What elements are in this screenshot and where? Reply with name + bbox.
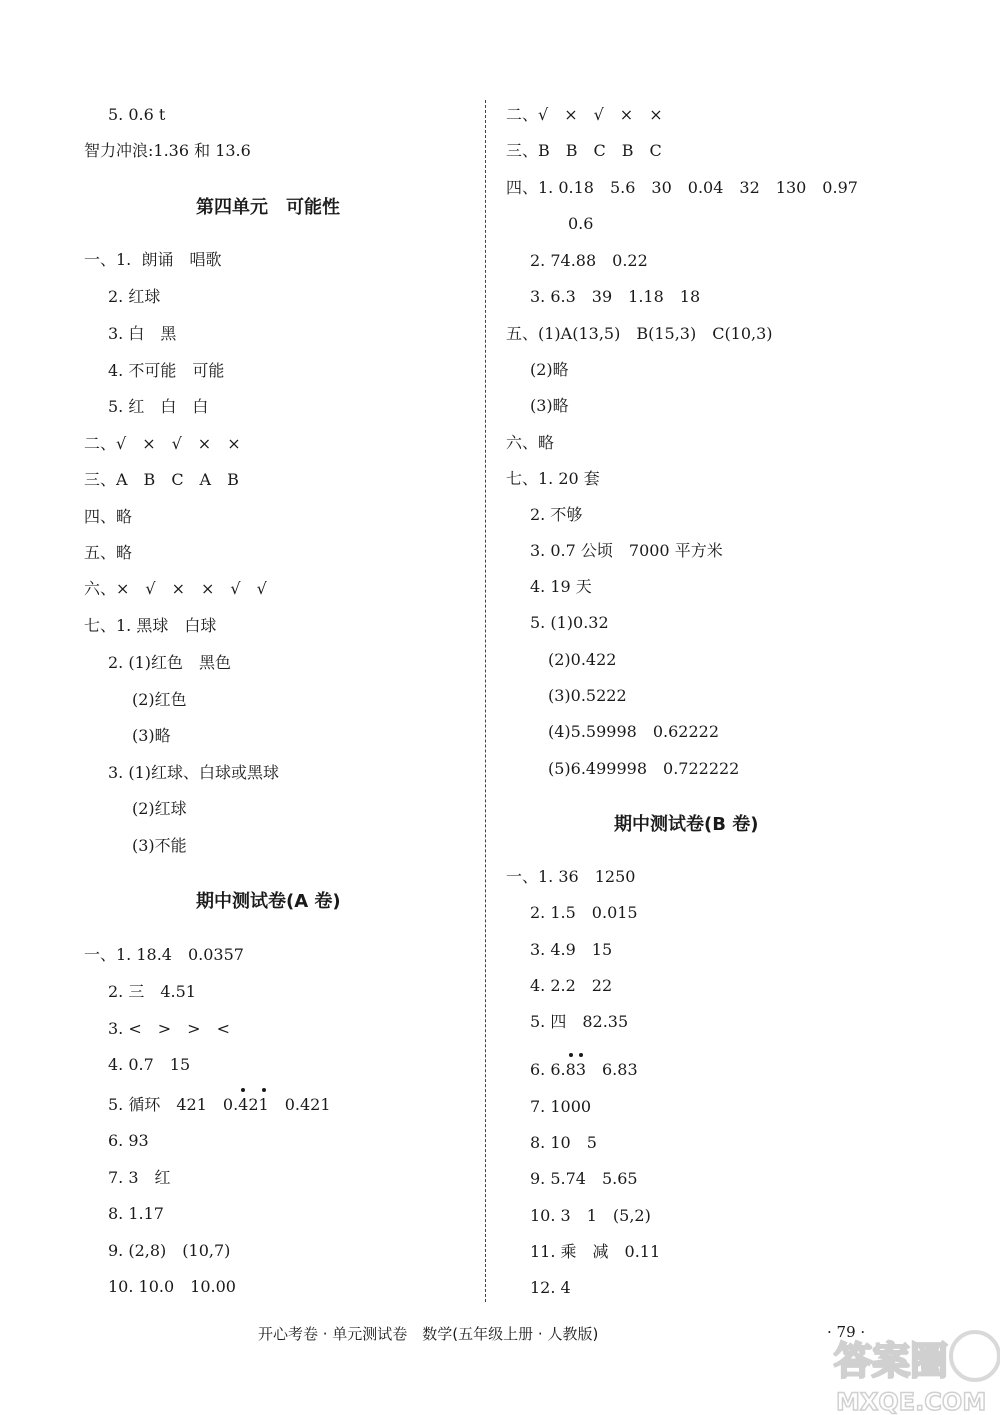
answer-line: 五、(1)A(13,5) B(15,3) C(10,3) bbox=[506, 324, 773, 343]
section-heading: 期中测试卷(A 卷) bbox=[196, 891, 341, 912]
answer-line: 7. 1000 bbox=[530, 1097, 592, 1116]
answer-line: (2)红色 bbox=[132, 690, 187, 709]
answer-line: (5)6.499998 0.722222 bbox=[548, 759, 740, 778]
section-heading: 第四单元 可能性 bbox=[196, 197, 340, 218]
answer-line: 三、B B C B C bbox=[506, 141, 662, 160]
answer-line: 8. 1.17 bbox=[108, 1204, 164, 1223]
answer-line: 七、1. 20 套 bbox=[506, 469, 600, 488]
answer-line: 3. 白 黑 bbox=[108, 324, 177, 343]
answer-line: 4. 0.7 15 bbox=[108, 1055, 191, 1074]
repeating-digit: 3 bbox=[575, 1060, 586, 1079]
answer-line-repeating-decimal bbox=[530, 1059, 638, 1081]
answer-line: 6. 93 bbox=[108, 1131, 149, 1150]
answer-line: 六、略 bbox=[506, 433, 555, 452]
page-number: · 79 · bbox=[827, 1323, 866, 1341]
answer-line: 七、1. 黑球 白球 bbox=[84, 616, 217, 635]
answer-line: 2. 三 4.51 bbox=[108, 982, 196, 1001]
answer-text: 0.421 bbox=[268, 1095, 331, 1114]
answer-line: 2. 不够 bbox=[530, 505, 583, 524]
answer-line-repeating-decimal bbox=[108, 1094, 331, 1116]
answer-line: (2)0.422 bbox=[548, 650, 617, 669]
answer-line: 4. 19 天 bbox=[530, 577, 592, 596]
repeating-digit: 8 bbox=[565, 1060, 576, 1079]
answer-line: 7. 3 红 bbox=[108, 1168, 171, 1187]
answer-line: 9. 5.74 5.65 bbox=[530, 1169, 638, 1188]
repeating-digit: 4 bbox=[238, 1095, 249, 1114]
answer-line: 三、A B C A B bbox=[84, 470, 239, 489]
answer-line: 2. (1)红色 黑色 bbox=[108, 653, 232, 672]
answer-line: 9. (2,8) (10,7) bbox=[108, 1241, 231, 1260]
watermark-text-bottom: MXQE.COM bbox=[836, 1388, 987, 1415]
answer-line: 5. 红 白 白 bbox=[108, 397, 209, 416]
answer-line: 一、1. 36 1250 bbox=[506, 867, 636, 886]
answer-line: 二、√ × √ × × bbox=[506, 105, 663, 124]
answer-line: 10. 3 1 (5,2) bbox=[530, 1206, 651, 1225]
answer-line: (4)5.59998 0.62222 bbox=[548, 722, 719, 741]
answer-line: (3)略 bbox=[530, 396, 569, 415]
answer-line: 3. < > > < bbox=[108, 1019, 230, 1038]
answer-line: 六、× √ × × √ √ bbox=[84, 579, 267, 598]
answer-text: 2 bbox=[248, 1095, 259, 1114]
answer-line: 二、√ × √ × × bbox=[84, 434, 241, 453]
answer-line: 5. 0.6 t bbox=[108, 105, 166, 124]
answer-line: 5. (1)0.32 bbox=[530, 613, 609, 632]
answer-line: 四、略 bbox=[84, 507, 133, 526]
answer-line: 3. 0.7 公顷 7000 平方米 bbox=[530, 541, 723, 560]
answer-line: 8. 10 5 bbox=[530, 1133, 597, 1152]
repeating-digit: 1 bbox=[258, 1095, 269, 1114]
answer-line: 0.6 bbox=[568, 214, 594, 233]
answer-line: (2)红球 bbox=[132, 799, 187, 818]
answer-line: 2. 1.5 0.015 bbox=[530, 903, 638, 922]
footer-title: 开心考卷 · 单元测试卷 数学(五年级上册 · 人教版) bbox=[258, 1325, 599, 1343]
answer-line: 2. 74.88 0.22 bbox=[530, 251, 648, 270]
answer-line: 智力冲浪:1.36 和 13.6 bbox=[84, 141, 251, 160]
answer-line: 3. (1)红球、白球或黑球 bbox=[108, 763, 280, 782]
answer-line: 一、1. 18.4 0.0357 bbox=[84, 945, 244, 964]
answer-line: 五、略 bbox=[84, 543, 133, 562]
answer-line: 11. 乘 减 0.11 bbox=[530, 1242, 661, 1261]
answer-text: 6. 6. bbox=[530, 1060, 566, 1079]
answer-line: 4. 不可能 可能 bbox=[108, 361, 225, 380]
answer-text: 5. 循环 421 0. bbox=[108, 1095, 239, 1114]
column-divider bbox=[485, 100, 486, 1302]
answer-line: (3)不能 bbox=[132, 836, 187, 855]
answer-line: 3. 6.3 39 1.18 18 bbox=[530, 287, 701, 306]
answer-line: 四、1. 0.18 5.6 30 0.04 32 130 0.97 bbox=[506, 178, 858, 197]
answer-line: 4. 2.2 22 bbox=[530, 976, 613, 995]
answer-line: 2. 红球 bbox=[108, 287, 161, 306]
watermark-text-top: 答案圈 bbox=[834, 1339, 949, 1383]
answer-line: 10. 10.0 10.00 bbox=[108, 1277, 236, 1296]
answer-line: 一、1. 朗诵 唱歌 bbox=[84, 250, 222, 269]
answer-line: 5. 四 82.35 bbox=[530, 1012, 629, 1031]
answer-line: (3)略 bbox=[132, 726, 171, 745]
watermark-logo bbox=[830, 1328, 1000, 1415]
answer-line: (2)略 bbox=[530, 360, 569, 379]
answer-line: (3)0.5222 bbox=[548, 686, 627, 705]
answer-line: 3. 4.9 15 bbox=[530, 940, 613, 959]
answer-line: 12. 4 bbox=[530, 1278, 571, 1297]
answer-text: 6.83 bbox=[586, 1060, 638, 1079]
section-heading: 期中测试卷(B 卷) bbox=[614, 814, 759, 835]
